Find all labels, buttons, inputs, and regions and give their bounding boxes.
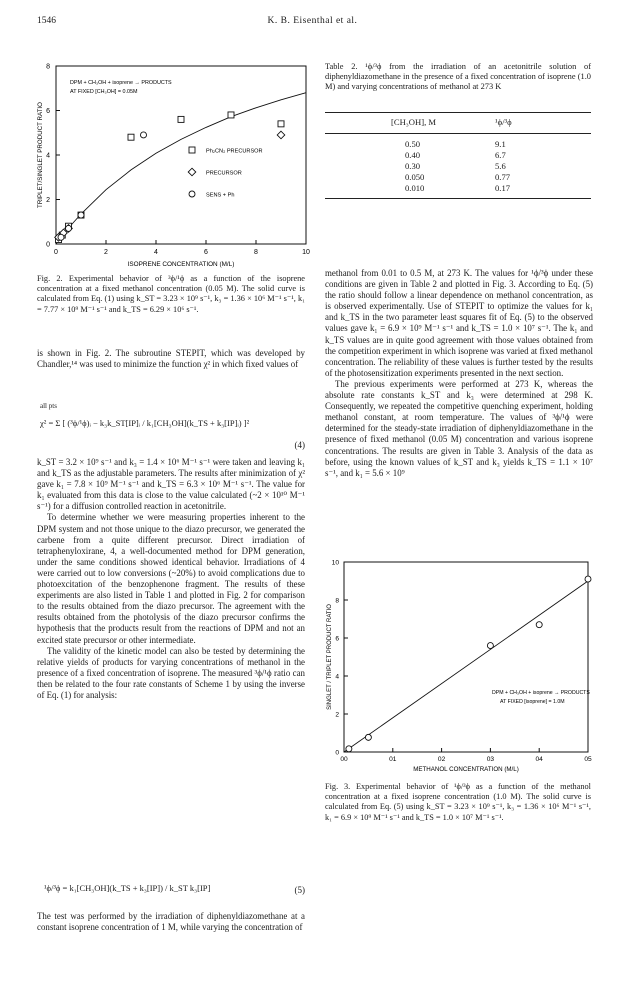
- inset-reaction: DPM + CH₃OH + isoprene → PRODUCTS: [70, 80, 172, 86]
- y-tick-label: 6: [46, 108, 50, 115]
- data-point-circle: [141, 132, 147, 138]
- x-tick-label: 2: [104, 249, 108, 256]
- data-point-square: [189, 147, 195, 153]
- paragraph: The test was performed by the irradiation of diphenyldiazomethane at a constant isoprene concentration of 1 M, while varying the concentration of: [37, 911, 305, 933]
- table-cell: 9.1: [495, 139, 506, 149]
- data-point-circle: [536, 622, 542, 628]
- equation-number: (5): [294, 885, 305, 895]
- table-header: [325, 112, 591, 134]
- legend-label: PRECURSOR: [206, 170, 242, 177]
- x-tick-label: 4: [154, 249, 158, 256]
- table-cell: 0.010: [405, 183, 425, 193]
- left-column-end: [37, 911, 305, 933]
- table-cell: 0.050: [405, 172, 425, 182]
- data-point-square: [178, 116, 184, 122]
- y-tick-label: 4: [335, 673, 339, 681]
- x-tick-label: 6: [204, 249, 208, 256]
- figure-2-caption: Fig. 2. Experimental behavior of ³ϕ/¹ϕ as a function of the isoprene concentration at a fixed methanol concentration (0.05 M). The solid curve is calculated from Eq. (1) using k_ST = 3.23 × 10⁹ s⁻¹, k₃ = 1.36 × 10⁶ M⁻¹ s⁻¹, k₁ = 7.77 × 10⁹ M⁻¹ s⁻¹ and k_TS = 6.29 × 10⁶ s⁻¹.: [37, 274, 305, 314]
- table-header-cell: [CH₃OH], M: [391, 117, 437, 127]
- table-cell: 6.7: [495, 150, 506, 160]
- fit-curve: [56, 93, 306, 244]
- left-column-body: [37, 457, 305, 701]
- y-tick-label: 8: [335, 597, 339, 605]
- data-point-circle: [78, 212, 84, 218]
- table-body: [325, 134, 591, 199]
- x-tick-label: 00: [340, 756, 348, 763]
- y-tick-label: 2: [335, 711, 339, 719]
- right-column: [325, 268, 593, 479]
- data-point-circle: [487, 643, 493, 649]
- y-tick-label: 6: [335, 635, 339, 643]
- table-2: [325, 112, 591, 199]
- table-cell: 0.40: [405, 150, 421, 160]
- fit-line: [344, 581, 588, 752]
- table-header-cell: ¹ϕ/³ϕ: [495, 117, 512, 127]
- y-tick-label: 2: [46, 197, 50, 204]
- data-point-circle: [365, 734, 371, 740]
- table-cell: 0.77: [495, 172, 511, 182]
- paragraph: To determine whether we were measuring properties inherent to the DPM system and not those unique to the diazo precursor, we generated the carbene from a quite different precursor. Direct irradiation of tetraphenyloxirane, 4, a well-documented method for DPM generation, under the same conditions showed identical behavior. Irradiations of 4 were carried out to low conversions (~20%) to avoid complications due to photoexcitation of the benzophenone fragment. The results of these experiments are also listed in Table 1 and plotted in Fig. 2 for comparison to the results obtained from the diazo precursor. The agreement with the results obtained from the photolysis of the diazo precursor confirms the hypothesis that the products result from the reactions of DPM and not an excited state precursor or other intermediate.: [37, 512, 305, 645]
- equation-body: ¹ϕ/³ϕ = k₁[CH₃OH](k_TS + k₃[IP]) / k_ST k₃[IP]: [44, 883, 211, 893]
- paragraph: k_ST = 3.2 × 10⁹ s⁻¹ and k₃ = 1.4 × 10⁶ M⁻¹ s⁻¹ were taken and leaving k₁ and k_TS as the adjustable parameters. The results after minimization of χ² gave k₁ = 7.8 × 10⁹ M⁻¹ s⁻¹ and k_TS = 6.3 × 10⁶ M⁻¹ s⁻¹. The value for k₁ evaluated from this data is close to the value calculated (~2 × 10¹⁰ M⁻¹ s⁻¹) for a diffusion controlled reaction in acetonitrile.: [37, 457, 305, 512]
- plot-frame: [344, 562, 588, 752]
- y-tick-label: 8: [46, 63, 50, 71]
- x-tick-label: 03: [486, 756, 495, 763]
- sum-limit: all pts: [40, 402, 57, 410]
- x-tick-label: 10: [302, 249, 310, 256]
- figure-2-chart: [34, 60, 310, 268]
- paragraph: methanol from 0.01 to 0.5 M, at 273 K. The values for ¹ϕ/³ϕ under these conditions are given in Table 2 and plotted in Fig. 3. According to Eq. (5) the ratio should follow a linear dependence on methanol concentration, as is observed experimentally. Use of STEPIT to optimize the values for k₁ and k_TS in the two parameter least squares fit of Eq. (5) to the observed values gave k₁ = 6.9 × 10⁹ M⁻¹ s⁻¹ and k_TS = 1.0 × 10⁷ s⁻¹. The k₁ and k_TS values are in quite good agreement with those values obtained from the competition experiment in which isoprene was varied at fixed methanol concentration. The reliability of these values is further tested by the results of the photosensitization experiments presented in the next section.: [325, 268, 593, 378]
- inset-condition: AT FIXED [isoprene] = 1.0M: [500, 699, 565, 705]
- figure-3-caption: Fig. 3. Experimental behavior of ¹ϕ/³ϕ as a function of the methanol concentration at a fixed isoprene concentration (1.0 M). The solid curve is calculated from Eq. (5) using k_ST = 3.23 × 10⁹ s⁻¹, k₃ = 1.36 × 10⁶ M⁻¹ s⁻¹, k₁ = 6.9 × 10⁹ M⁻¹ s⁻¹ and k_TS = 1.0 × 10⁷ M⁻¹ s⁻¹.: [325, 782, 591, 822]
- x-axis-label: ISOPRENE CONCENTRATION (M/L): [127, 261, 235, 268]
- x-tick-label: 0: [54, 249, 58, 256]
- data-point-circle: [585, 576, 591, 582]
- x-tick-label: 05: [584, 756, 592, 763]
- legend-label: SENS + Ph: [206, 192, 235, 199]
- paragraph: The previous experiments were performed at 273 K, whereas the absolute rate constants k_ST and k₃ were determined at 298 K. Consequently, we repeated the competitive quenching experiment, holding methanol constant, at room temperature. The values of ³ϕ/¹ϕ were determined for the steady-state irradiation of diphenyldiazomethane in the presence of fixed methanol (0.05 M) concentration and various isoprene concentrations. The results are given in Table 3. Analysis of the data as before, using the known values of k_ST and k₃ yields k_TS = 1.1 × 10⁷ s⁻¹, and k₁ = 5.6 × 10⁹: [325, 378, 593, 478]
- data-point-square: [228, 112, 234, 118]
- left-column: [37, 348, 305, 370]
- y-tick-label: 10: [331, 559, 339, 567]
- y-tick-label: 0: [335, 749, 339, 757]
- data-point-circle: [346, 746, 352, 752]
- inset-reaction: DPM + CH₃OH + isoprene → PRODUCTS: [492, 690, 590, 696]
- equation-number: (4): [294, 440, 305, 450]
- page-number: 1546: [37, 16, 56, 26]
- data-point-diamond: [188, 168, 196, 176]
- x-tick-label: 8: [254, 249, 258, 256]
- y-tick-label: 0: [46, 241, 50, 249]
- legend-label: Ph₂CN₂ PRECURSOR: [206, 148, 263, 155]
- paragraph: is shown in Fig. 2. The subroutine STEPIT, which was developed by Chandler,¹⁴ was used to minimize the function χ² in which fixed values of: [37, 348, 305, 370]
- x-axis-label: METHANOL CONCENTRATION (M/L): [413, 766, 519, 773]
- table-cell: 5.6: [495, 161, 506, 171]
- y-tick-label: 4: [46, 152, 50, 160]
- equation-4: [40, 396, 305, 450]
- y-axis-label: SINGLET / TRIPLET PRODUCT RATIO: [327, 604, 333, 710]
- table-2-title: Table 2. ¹ϕ/³ϕ from the irradiation of an acetonitrile solution of diphenyldiazomethane in the presence of a fixed concentration of isoprene (1.0 M) and varying concentrations of methanol at 273 K: [325, 62, 591, 92]
- x-tick-label: 01: [389, 756, 397, 763]
- table-cell: 0.17: [495, 183, 511, 193]
- data-point-square: [128, 134, 134, 140]
- data-point-square: [278, 121, 284, 127]
- data-point-circle: [66, 225, 72, 231]
- y-axis-label: TRIPLET/SINGLET PRODUCT RATIO: [37, 102, 44, 208]
- equation-body: χ² = Σ [ (³ϕ/¹ϕ)ᵢ − k₃k_ST[IP]ᵢ / k₁[CH₃OH](k_TS + k₃[IP]ᵢ) ]²: [40, 418, 250, 428]
- data-point-diamond: [277, 131, 285, 139]
- x-tick-label: 02: [437, 756, 446, 763]
- figure-3-chart: [322, 556, 594, 778]
- running-title: K. B. Eisenthal et al.: [267, 16, 358, 26]
- table-cell: 0.30: [405, 161, 421, 171]
- data-point-circle: [58, 234, 64, 240]
- paragraph: The validity of the kinetic model can also be tested by determining the relative yields of products for varying concentrations of methanol in the presence of a fixed concentration of isoprene. The measured ³ϕ/¹ϕ ratio can then be related to the four rate constants of Scheme 1 by using the inverse of Eq. (1) for analysis:: [37, 645, 305, 700]
- table-cell: 0.50: [405, 139, 421, 149]
- inset-condition: AT FIXED [CH₃OH] = 0.05M: [70, 89, 138, 95]
- x-tick-label: 04: [535, 756, 543, 763]
- data-point-circle: [189, 191, 195, 197]
- equation-5: [40, 877, 305, 907]
